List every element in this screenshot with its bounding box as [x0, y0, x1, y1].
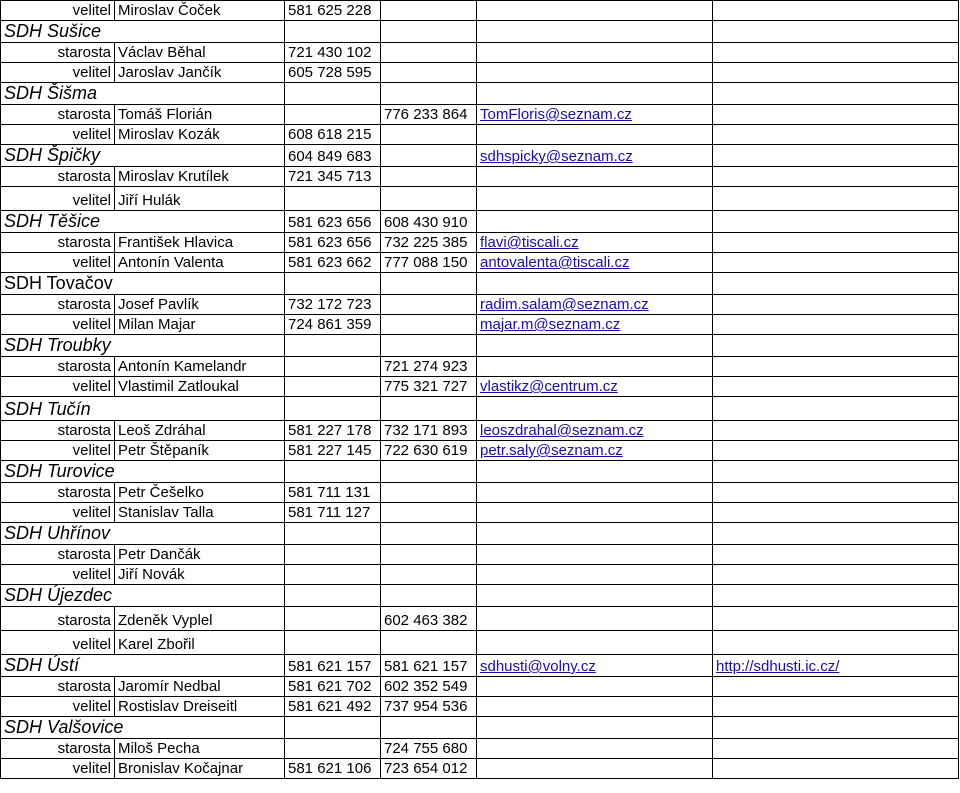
email-link[interactable]: petr.saly@seznam.cz — [477, 441, 713, 461]
phone-2: 732 225 385 — [381, 233, 477, 253]
member-row — [1, 441, 959, 461]
phone-1: 724 861 359 — [285, 315, 381, 335]
member-row — [1, 295, 959, 315]
member-name: Antonín Valenta — [115, 253, 285, 273]
phone-1 — [285, 187, 381, 211]
member-row — [1, 739, 959, 759]
phone-2 — [381, 483, 477, 503]
phone-1: 581 227 145 — [285, 441, 381, 461]
group-row — [1, 717, 959, 739]
email-link — [477, 759, 713, 779]
email-link[interactable]: leoszdrahal@seznam.cz — [477, 421, 713, 441]
phone-1 — [285, 545, 381, 565]
web-link — [713, 503, 959, 523]
member-name: Jaromír Nedbal — [115, 677, 285, 697]
member-row — [1, 63, 959, 83]
phone-2: 722 630 619 — [381, 441, 477, 461]
email-link[interactable]: antovalenta@tiscali.cz — [477, 253, 713, 273]
member-row — [1, 545, 959, 565]
phone-2 — [381, 315, 477, 335]
member-row — [1, 315, 959, 335]
member-row — [1, 697, 959, 717]
phone-1: 581 621 157 — [285, 655, 381, 677]
email-link[interactable]: TomFloris@seznam.cz — [477, 105, 713, 125]
member-row — [1, 187, 959, 211]
phone-2: 581 621 157 — [381, 655, 477, 677]
web-link — [713, 739, 959, 759]
member-role: starosta — [1, 421, 115, 441]
email-link — [477, 211, 713, 233]
phone-2 — [381, 397, 477, 421]
phone-2 — [381, 585, 477, 607]
contact-table-body — [1, 1, 959, 779]
phone-2 — [381, 335, 477, 357]
phone-1: 581 621 702 — [285, 677, 381, 697]
phone-1: 581 621 492 — [285, 697, 381, 717]
member-role: starosta — [1, 233, 115, 253]
email-link[interactable]: majar.m@seznam.cz — [477, 315, 713, 335]
phone-1: 732 172 723 — [285, 295, 381, 315]
member-row — [1, 253, 959, 273]
phone-1 — [285, 105, 381, 125]
phone-2 — [381, 167, 477, 187]
member-role: velitel — [1, 697, 115, 717]
web-link — [713, 105, 959, 125]
phone-1 — [285, 21, 381, 43]
member-role: starosta — [1, 167, 115, 187]
email-link — [477, 523, 713, 545]
web-link — [713, 273, 959, 295]
member-role: starosta — [1, 295, 115, 315]
email-link — [477, 167, 713, 187]
member-row — [1, 421, 959, 441]
phone-1: 605 728 595 — [285, 63, 381, 83]
group-name: SDH Újezdec — [1, 585, 285, 607]
member-role: starosta — [1, 545, 115, 565]
phone-1 — [285, 83, 381, 105]
group-row — [1, 21, 959, 43]
group-name: SDH Ústí — [1, 655, 285, 677]
web-link — [713, 253, 959, 273]
member-role: starosta — [1, 739, 115, 759]
phone-2: 775 321 727 — [381, 377, 477, 397]
web-link — [713, 421, 959, 441]
phone-2: 737 954 536 — [381, 697, 477, 717]
group-name: SDH Tučín — [1, 397, 285, 421]
phone-2: 723 654 012 — [381, 759, 477, 779]
email-link — [477, 503, 713, 523]
phone-2: 608 430 910 — [381, 211, 477, 233]
member-role: starosta — [1, 43, 115, 63]
phone-1: 581 623 656 — [285, 233, 381, 253]
email-link — [477, 83, 713, 105]
phone-1 — [285, 273, 381, 295]
member-role: velitel — [1, 631, 115, 655]
web-link[interactable]: http://sdhusti.ic.cz/ — [713, 655, 959, 677]
member-name: Vlastimil Zatloukal — [115, 377, 285, 397]
member-row — [1, 125, 959, 145]
web-link — [713, 125, 959, 145]
email-link — [477, 187, 713, 211]
web-link — [713, 211, 959, 233]
web-link — [713, 1, 959, 21]
email-link[interactable]: vlastikz@centrum.cz — [477, 377, 713, 397]
member-name: Jiří Hulák — [115, 187, 285, 211]
group-row — [1, 461, 959, 483]
phone-2 — [381, 43, 477, 63]
email-link — [477, 585, 713, 607]
web-link — [713, 545, 959, 565]
group-row — [1, 273, 959, 295]
web-link — [713, 295, 959, 315]
email-link[interactable]: flavi@tiscali.cz — [477, 233, 713, 253]
member-name: Milan Majar — [115, 315, 285, 335]
member-row — [1, 357, 959, 377]
web-link — [713, 83, 959, 105]
member-row — [1, 607, 959, 631]
web-link — [713, 43, 959, 63]
member-name: Václav Běhal — [115, 43, 285, 63]
email-link — [477, 631, 713, 655]
member-row — [1, 105, 959, 125]
web-link — [713, 145, 959, 167]
phone-2 — [381, 295, 477, 315]
phone-2 — [381, 125, 477, 145]
group-row — [1, 145, 959, 167]
phone-1 — [285, 607, 381, 631]
member-role: velitel — [1, 565, 115, 585]
group-row — [1, 335, 959, 357]
web-link — [713, 397, 959, 421]
email-link — [477, 1, 713, 21]
web-link — [713, 523, 959, 545]
member-name: Petr Češelko — [115, 483, 285, 503]
member-name: Leoš Zdráhal — [115, 421, 285, 441]
member-name: Miroslav Krutílek — [115, 167, 285, 187]
phone-2 — [381, 273, 477, 295]
email-link[interactable]: radim.salam@seznam.cz — [477, 295, 713, 315]
group-name: SDH Troubky — [1, 335, 285, 357]
phone-1: 581 711 127 — [285, 503, 381, 523]
phone-1: 581 623 656 — [285, 211, 381, 233]
email-link — [477, 717, 713, 739]
web-link — [713, 357, 959, 377]
web-link — [713, 717, 959, 739]
email-link — [477, 739, 713, 759]
web-link — [713, 21, 959, 43]
group-name: SDH Šišma — [1, 83, 285, 105]
phone-1 — [285, 461, 381, 483]
web-link — [713, 233, 959, 253]
phone-2 — [381, 523, 477, 545]
member-row — [1, 483, 959, 503]
phone-1: 581 621 106 — [285, 759, 381, 779]
member-name: Zdeněk Vyplel — [115, 607, 285, 631]
member-row — [1, 233, 959, 253]
phone-2: 777 088 150 — [381, 253, 477, 273]
group-row — [1, 585, 959, 607]
member-name: Miroslav Čoček — [115, 1, 285, 21]
member-name: Stanislav Talla — [115, 503, 285, 523]
phone-2 — [381, 545, 477, 565]
group-row — [1, 83, 959, 105]
phone-2 — [381, 145, 477, 167]
phone-2 — [381, 503, 477, 523]
email-link — [477, 397, 713, 421]
member-row — [1, 631, 959, 655]
phone-1 — [285, 335, 381, 357]
phone-2: 602 352 549 — [381, 677, 477, 697]
web-link — [713, 565, 959, 585]
phone-2 — [381, 63, 477, 83]
phone-1: 581 623 662 — [285, 253, 381, 273]
member-role: starosta — [1, 483, 115, 503]
phone-2 — [381, 83, 477, 105]
group-row — [1, 211, 959, 233]
member-name: Miroslav Kozák — [115, 125, 285, 145]
email-link — [477, 273, 713, 295]
member-role: velitel — [1, 441, 115, 461]
phone-1: 581 711 131 — [285, 483, 381, 503]
group-name: SDH Špičky — [1, 145, 285, 167]
web-link — [713, 759, 959, 779]
member-role: velitel — [1, 253, 115, 273]
member-role: velitel — [1, 377, 115, 397]
phone-1: 581 227 178 — [285, 421, 381, 441]
member-name: Jaroslav Jančík — [115, 63, 285, 83]
phone-2: 724 755 680 — [381, 739, 477, 759]
member-name: Tomáš Florián — [115, 105, 285, 125]
member-role: starosta — [1, 607, 115, 631]
web-link — [713, 483, 959, 503]
email-link — [477, 357, 713, 377]
member-role: velitel — [1, 125, 115, 145]
email-link — [477, 483, 713, 503]
email-link — [477, 697, 713, 717]
member-row — [1, 677, 959, 697]
phone-1 — [285, 631, 381, 655]
email-link[interactable]: sdhusti@volny.cz — [477, 655, 713, 677]
web-link — [713, 697, 959, 717]
web-link — [713, 63, 959, 83]
phone-2 — [381, 631, 477, 655]
group-name: SDH Sušice — [1, 21, 285, 43]
member-name: Petr Štěpaník — [115, 441, 285, 461]
member-role: velitel — [1, 759, 115, 779]
member-role: velitel — [1, 187, 115, 211]
phone-2 — [381, 717, 477, 739]
web-link — [713, 677, 959, 697]
email-link — [477, 43, 713, 63]
phone-1 — [285, 397, 381, 421]
email-link — [477, 335, 713, 357]
member-role: starosta — [1, 105, 115, 125]
phone-1 — [285, 523, 381, 545]
email-link[interactable]: sdhspicky@seznam.cz — [477, 145, 713, 167]
member-role: velitel — [1, 503, 115, 523]
member-name: Josef Pavlík — [115, 295, 285, 315]
member-role: velitel — [1, 1, 115, 21]
phone-1: 721 430 102 — [285, 43, 381, 63]
phone-1 — [285, 357, 381, 377]
member-name: Petr Dančák — [115, 545, 285, 565]
member-name: Rostislav Dreiseitl — [115, 697, 285, 717]
phone-2 — [381, 21, 477, 43]
group-name: SDH Uhřínov — [1, 523, 285, 545]
member-row — [1, 377, 959, 397]
email-link — [477, 63, 713, 83]
email-link — [477, 677, 713, 697]
phone-1 — [285, 565, 381, 585]
member-name: Antonín Kamelandr — [115, 357, 285, 377]
email-link — [477, 125, 713, 145]
group-name: SDH Turovice — [1, 461, 285, 483]
member-name: Miloš Pecha — [115, 739, 285, 759]
phone-2: 732 171 893 — [381, 421, 477, 441]
member-row — [1, 565, 959, 585]
email-link — [477, 21, 713, 43]
member-row — [1, 167, 959, 187]
phone-2: 721 274 923 — [381, 357, 477, 377]
group-name: SDH Tovačov — [1, 273, 285, 295]
phone-2 — [381, 187, 477, 211]
phone-1 — [285, 585, 381, 607]
email-link — [477, 607, 713, 631]
phone-1 — [285, 739, 381, 759]
group-row — [1, 523, 959, 545]
member-name: František Hlavica — [115, 233, 285, 253]
member-row — [1, 759, 959, 779]
web-link — [713, 441, 959, 461]
web-link — [713, 167, 959, 187]
member-name: Bronislav Kočajnar — [115, 759, 285, 779]
group-row — [1, 397, 959, 421]
member-row — [1, 43, 959, 63]
member-name: Karel Zbořil — [115, 631, 285, 655]
email-link — [477, 545, 713, 565]
web-link — [713, 315, 959, 335]
web-link — [713, 607, 959, 631]
phone-2 — [381, 1, 477, 21]
phone-2: 602 463 382 — [381, 607, 477, 631]
member-name: Jiří Novák — [115, 565, 285, 585]
group-name: SDH Těšice — [1, 211, 285, 233]
web-link — [713, 377, 959, 397]
web-link — [713, 585, 959, 607]
phone-1 — [285, 717, 381, 739]
member-row — [1, 503, 959, 523]
member-role: starosta — [1, 357, 115, 377]
member-role: velitel — [1, 315, 115, 335]
group-name: SDH Valšovice — [1, 717, 285, 739]
member-role: starosta — [1, 677, 115, 697]
phone-2 — [381, 565, 477, 585]
phone-1: 604 849 683 — [285, 145, 381, 167]
web-link — [713, 461, 959, 483]
member-role: velitel — [1, 63, 115, 83]
phone-2: 776 233 864 — [381, 105, 477, 125]
phone-2 — [381, 461, 477, 483]
email-link — [477, 461, 713, 483]
group-row — [1, 655, 959, 677]
web-link — [713, 631, 959, 655]
phone-1 — [285, 377, 381, 397]
web-link — [713, 187, 959, 211]
web-link — [713, 335, 959, 357]
email-link — [477, 565, 713, 585]
member-row — [1, 1, 959, 21]
phone-1: 721 345 713 — [285, 167, 381, 187]
phone-1: 581 625 228 — [285, 1, 381, 21]
phone-1: 608 618 215 — [285, 125, 381, 145]
